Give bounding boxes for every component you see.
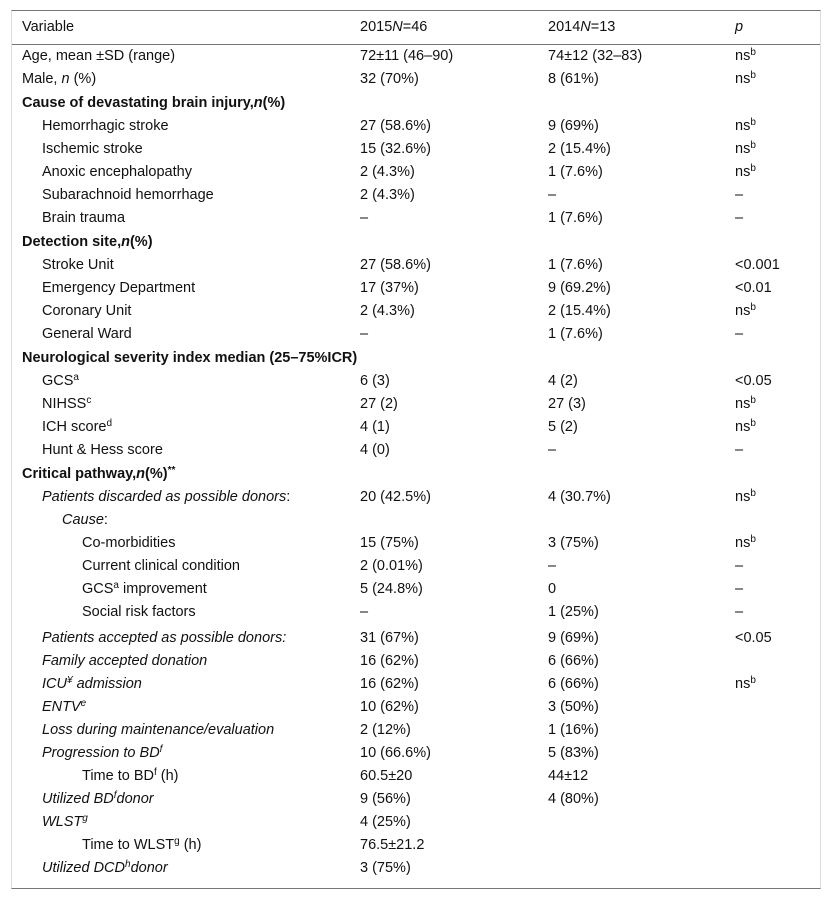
table-row-stroke-unit: Stroke Unit 27 (58.6%) 1 (7.6%) <0.001 bbox=[42, 257, 780, 273]
table-bottom-padding bbox=[12, 880, 820, 888]
table-row-comorbidities: Co-morbidities 15 (75%) 3 (75%) $ns^b$ bbox=[82, 534, 756, 551]
table-row-ischemic: Ischemic stroke 15 (32.6%) 2 (15.4%) $ns^b$ bbox=[42, 140, 756, 157]
table-row-progression: Progression to $BD^f$ 10 (66.6%) 5 (83%) bbox=[42, 744, 599, 761]
table-row-emergency: Emergency Department 17 (37%) 9 (69.2%) <0.01 bbox=[42, 280, 772, 296]
header-2015: 2015N=46 bbox=[360, 19, 428, 35]
table-row-cause: Cause: bbox=[62, 512, 108, 528]
table-row-hunt-hess: Hunt & Hess score 4 (0) – – bbox=[42, 442, 744, 458]
table-row-nihss: NIHSS$^c$ 27 (2) 27 (3) $ns^b$ bbox=[42, 395, 756, 412]
table-row-male: Male, n (%) 32 (70%) 8 (61%) $ns^b$ bbox=[22, 70, 756, 87]
section-critical-pathway: Critical pathway,n(%)** bbox=[22, 465, 176, 482]
table-row-subarachnoid: Subarachnoid hemorrhage 2 (4.3%) – – bbox=[42, 187, 744, 203]
table-row-age: Age, mean ±SD (range) 72±11 (46–90) 74±12 (32–83) $ns^b$ bbox=[22, 47, 756, 64]
table-row-wlst: WLST$^g$ 4 (25%) bbox=[42, 813, 411, 830]
section-cause: Cause of devastating brain injury,n(%) bbox=[22, 95, 286, 111]
table-row-ich: ICH score$^d$ 4 (1) 5 (2) $ns^b$ bbox=[42, 418, 756, 435]
table-row-accepted: Patients accepted as possible donors: 31 (67%) 9 (69%) <0.05 bbox=[42, 630, 772, 646]
table-row-gcs-improvement: GCS$^a$ improvement 5 (24.8%) 0 – bbox=[82, 580, 744, 597]
table-row-general-ward: General Ward – 1 (7.6%) – bbox=[42, 326, 744, 342]
table-row-time-bd: Time to $BD^f$ (h) 60.5±20 44±12 bbox=[82, 767, 589, 784]
table-row-hemorrhagic: Hemorrhagic stroke 27 (58.6%) 9 (69%) $ns^b$ bbox=[42, 117, 756, 134]
table-row-coronary: Coronary Unit 2 (4.3%) 2 (15.4%) $ns^b$ bbox=[42, 302, 756, 319]
table-row-social: Social risk factors – 1 (25%) – bbox=[82, 604, 744, 620]
section-severity: Neurological severity index median (25–75%ICR) bbox=[22, 350, 358, 366]
table-row-entv: ENTV$^e$ 10 (62%) 3 (50%) bbox=[42, 698, 599, 715]
table-row-gcs: GCS$^a$ 6 (3) 4 (2) <0.05 bbox=[42, 372, 772, 389]
table-row-clinical: Current clinical condition 2 (0.01%) – – bbox=[82, 558, 744, 574]
table-header bbox=[12, 11, 820, 45]
data-table bbox=[11, 10, 821, 889]
table-row-utilized-bd: Utilized $BD^fdonor$ 9 (56%) 4 (80%) bbox=[42, 790, 599, 807]
table-row-discarded: Patients discarded as possible donors: 20 (42.5%) 4 (30.7%) $ns^b$ bbox=[42, 488, 756, 505]
table-row-family: Family accepted donation 16 (62%) 6 (66%) bbox=[42, 653, 599, 669]
table-row-anoxic: Anoxic encephalopathy 2 (4.3%) 1 (7.6%) $ns^b$ bbox=[42, 163, 756, 180]
table-row-icu: ICU¥ admission 16 (62%) 6 (66%) $ns^b$ bbox=[42, 675, 756, 692]
table-row-loss: Loss during maintenance/evaluation 2 (12%) 1 (16%) bbox=[42, 722, 599, 738]
table-row-trauma: Brain trauma – 1 (7.6%) – bbox=[42, 210, 744, 226]
header-2014: 2014N=13 bbox=[548, 19, 616, 35]
section-detection: Detection site,n(%) bbox=[22, 234, 153, 250]
table-row-time-wlst: Time to WLST$^g$ (h) 76.5±21.2 bbox=[82, 836, 425, 853]
header-p: p bbox=[735, 19, 744, 35]
table-row-utilized-dcd: Utilized DCD$^h$donor 3 (75%) bbox=[42, 859, 411, 876]
header-variable: Variable bbox=[22, 19, 75, 35]
